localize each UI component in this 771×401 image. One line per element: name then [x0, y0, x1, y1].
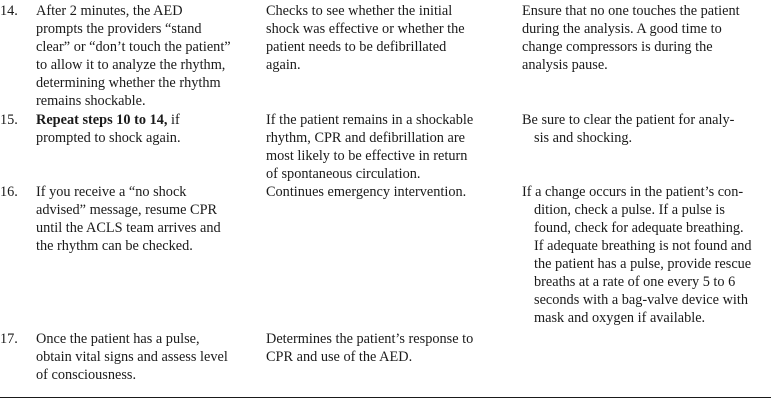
action-line: determining whether the rhythm — [36, 75, 221, 91]
rationale-line: If the patient remains in a shockable — [266, 112, 474, 128]
rationale-cell — [266, 2, 465, 74]
step-number: 17. — [0, 331, 18, 347]
step-number: 16. — [0, 184, 18, 200]
step-number: 15. — [0, 112, 18, 128]
action-line: Once the patient has a pulse, — [36, 331, 200, 347]
notes-line: dition, check a pulse. If a pulse is — [534, 202, 725, 218]
rationale-line: Continues emergency intervention. — [266, 184, 467, 200]
notes-line: analysis pause. — [522, 57, 608, 73]
notes-line: If adequate breathing is not found and — [534, 238, 752, 254]
notes-line: mask and oxygen if available. — [534, 310, 706, 326]
notes-line: change compressors is during the — [522, 39, 713, 55]
rationale-cell — [266, 111, 473, 183]
rationale-line: patient needs to be defibrillated — [266, 39, 447, 55]
notes-line: the patient has a pulse, provide rescue — [534, 256, 752, 272]
rationale-line: Determines the patient’s response to — [266, 331, 474, 347]
action-line: the rhythm can be checked. — [36, 238, 193, 254]
rationale-cell — [266, 330, 473, 366]
notes-line: found, check for adequate breathing. — [534, 220, 744, 236]
action-line: of consciousness. — [36, 367, 137, 383]
notes-line: If a change occurs in the patient’s con- — [522, 184, 744, 200]
action-line — [36, 111, 181, 129]
action-text — [36, 111, 181, 147]
rationale-line: Checks to see whether the initial — [266, 3, 453, 19]
action-line: advised” message, resume CPR — [36, 202, 218, 218]
action-text — [36, 183, 221, 255]
notes-line: breaths at a rate of one every 5 to 6 — [534, 274, 736, 290]
rationale-line: shock was effective or whether the — [266, 21, 465, 37]
action-line: clear” or “don’t touch the patient” — [36, 39, 231, 55]
table-bottom-rule — [0, 397, 771, 398]
action-line: After 2 minutes, the AED — [36, 3, 183, 19]
rationale-line: CPR and use of the AED. — [266, 349, 413, 365]
action-line: prompted to shock again. — [36, 130, 181, 146]
action-text — [36, 2, 231, 110]
rationale-cell — [266, 183, 466, 201]
notes-cell — [522, 2, 740, 74]
action-text — [36, 330, 228, 384]
action-line: to allow it to analyze the rhythm, — [36, 57, 226, 73]
action-line: until the ACLS team arrives and — [36, 220, 221, 236]
notes-line: during the analysis. A good time to — [522, 21, 722, 37]
notes-cell — [522, 111, 734, 147]
rationale-line: most likely to be effective in return — [266, 148, 468, 164]
notes-line: sis and shocking. — [534, 130, 633, 146]
notes-cell — [522, 183, 752, 327]
action-line: prompts the providers “stand — [36, 21, 202, 37]
rationale-line: again. — [266, 57, 301, 73]
step-number: 14. — [0, 3, 18, 19]
action-line: If you receive a “no shock — [36, 184, 187, 200]
notes-line: seconds with a bag-valve device with — [534, 292, 748, 308]
notes-line: Ensure that no one touches the patient — [522, 3, 740, 19]
action-rest: if — [167, 112, 180, 128]
rationale-line: rhythm, CPR and defibrillation are — [266, 130, 465, 146]
action-bold: Repeat steps 10 to 14, — [36, 112, 168, 128]
notes-line: Be sure to clear the patient for analy- — [522, 112, 735, 128]
action-line: remains shockable. — [36, 93, 146, 109]
rationale-line: of spontaneous circulation. — [266, 166, 421, 182]
action-line: obtain vital signs and assess level — [36, 349, 228, 365]
